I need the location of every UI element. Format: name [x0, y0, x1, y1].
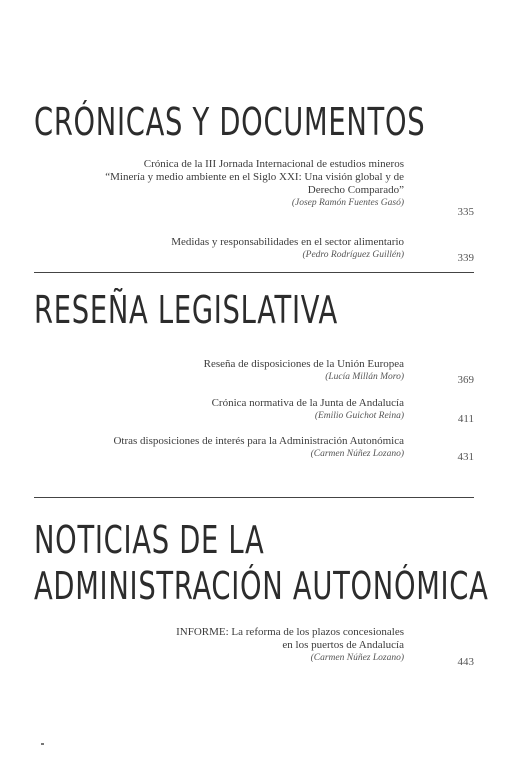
entry-author: (Carmen Núñez Lozano) [310, 653, 404, 663]
page-number: 431 [457, 451, 474, 463]
entry-title-line: en los puertos de Andalucía [282, 639, 404, 651]
entry-author: (Pedro Rodríguez Guillén) [302, 250, 404, 260]
page-number: 339 [457, 252, 474, 264]
section-title-noticias-line1: NOTICIAS DE LA [34, 518, 265, 562]
entry-title-line: Otras disposiciones de interés para la Administración Autonómica [113, 435, 404, 447]
entry-author: (Josep Ramón Fuentes Gasó) [291, 198, 404, 208]
page-number: 411 [457, 413, 474, 425]
entry-title-line: Medidas y responsabilidades en el sector alimentario [171, 236, 404, 248]
page-number: 443 [457, 656, 474, 668]
page-mark [41, 743, 44, 745]
section-title-noticias-line2: ADMINISTRACIÓN AUTONÓMICA [34, 564, 489, 608]
entry-title-line: Crónica de la III Jornada Internacional de estudios mineros [143, 158, 404, 170]
toc-entry [105, 158, 404, 210]
toc-entry [113, 435, 404, 461]
section-divider [34, 272, 474, 273]
entry-author: (Emilio Guichot Reina) [314, 411, 404, 421]
section-divider [34, 497, 474, 498]
entry-title-line: INFORME: La reforma de los plazos concesionales [176, 626, 404, 638]
section-title-cronicas: CRÓNICAS Y DOCUMENTOS [34, 100, 426, 144]
toc-entry [171, 236, 404, 262]
toc-entry [204, 358, 404, 384]
entry-author: (Lucía Millán Moro) [325, 372, 404, 382]
toc-entry [176, 626, 404, 665]
section-title-resena: RESEÑA LEGISLATIVA [34, 288, 338, 332]
toc-entry [212, 397, 404, 423]
entry-title-line: Reseña de disposiciones de la Unión Europea [203, 358, 404, 370]
entry-title-line: “Minería y medio ambiente en el Siglo XXI: Una visión global y de [105, 171, 404, 183]
entry-author: (Carmen Núñez Lozano) [310, 449, 404, 459]
entry-title-line: Derecho Comparado” [307, 184, 404, 196]
page-number: 335 [457, 206, 474, 218]
page-number: 369 [457, 374, 474, 386]
entry-title-line: Crónica normativa de la Junta de Andalucía [211, 397, 404, 409]
